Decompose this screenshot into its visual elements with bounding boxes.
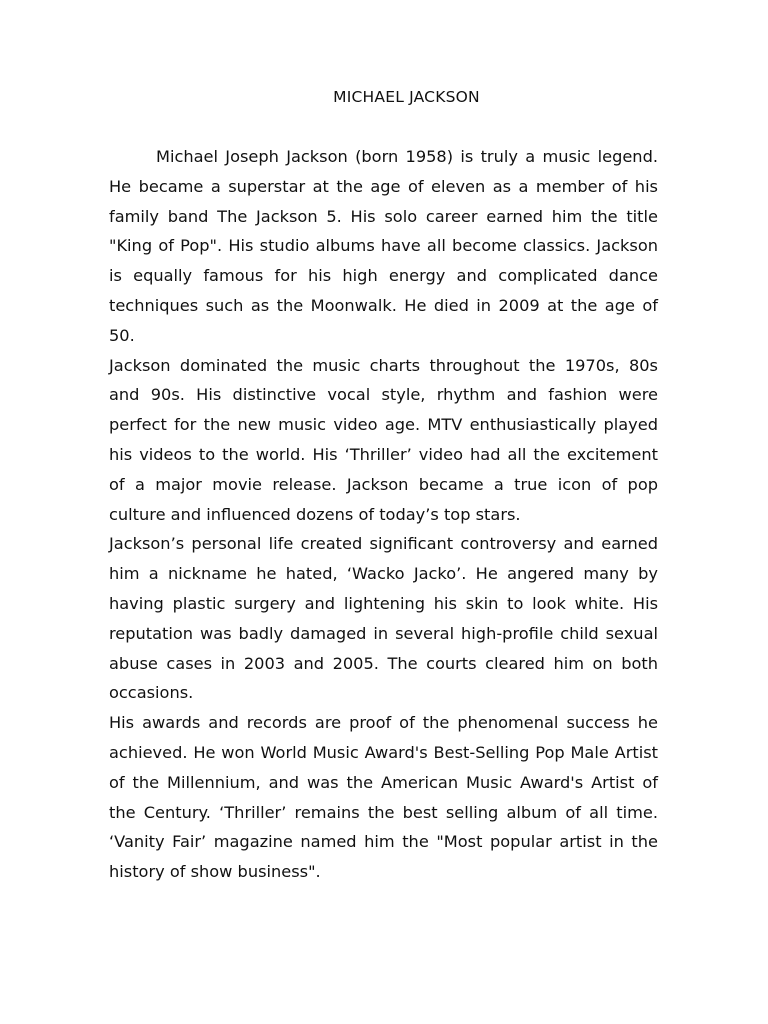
page-title: MICHAEL JACKSON	[333, 88, 480, 106]
paragraph-awards: His awards and records are proof of the phenomenal success he achieved. He won World Music Award's Best-Selling Pop Male Artist of the Millennium, and was the American Music Award's Artist of the Century. ‘Thriller’ remains the best selling album of all time. ‘Vanity Fair’ magazine named him the "Most popular artist in the history of show business".	[109, 713, 658, 882]
paragraph-intro: Michael Joseph Jackson (born 1958) is truly a music legend. He became a superstar at the age of eleven as a member of his family band The Jackson 5. His solo career earned him the title "King of Pop". His studio albums have all become classics. Jackson is equally famous for his high energy and complicated dance techniques such as the Moonwalk. He died in 2009 at the age of 50.	[109, 147, 658, 345]
paragraph-career: Jackson dominated the music charts throughout the 1970s, 80s and 90s. His distinctive vocal style, rhythm and fashion were perfect for the new music video age. MTV enthusiastically played his videos to the world. His ‘Thriller’ video had all the excitement of a major movie release. Jackson became a true icon of pop culture and influenced dozens of today’s top stars.	[109, 355, 658, 524]
paragraph-personal-life: Jackson’s personal life created significant controversy and earned him a nickname he hated, ‘Wacko Jacko’. He angered many by having plastic surgery and lightening his skin to look white. His reputation was badly damaged in several high-profile child sexual abuse cases in 2003 and 2005. The courts cleared him on both occasions.	[109, 534, 658, 703]
document-body	[109, 142, 658, 887]
